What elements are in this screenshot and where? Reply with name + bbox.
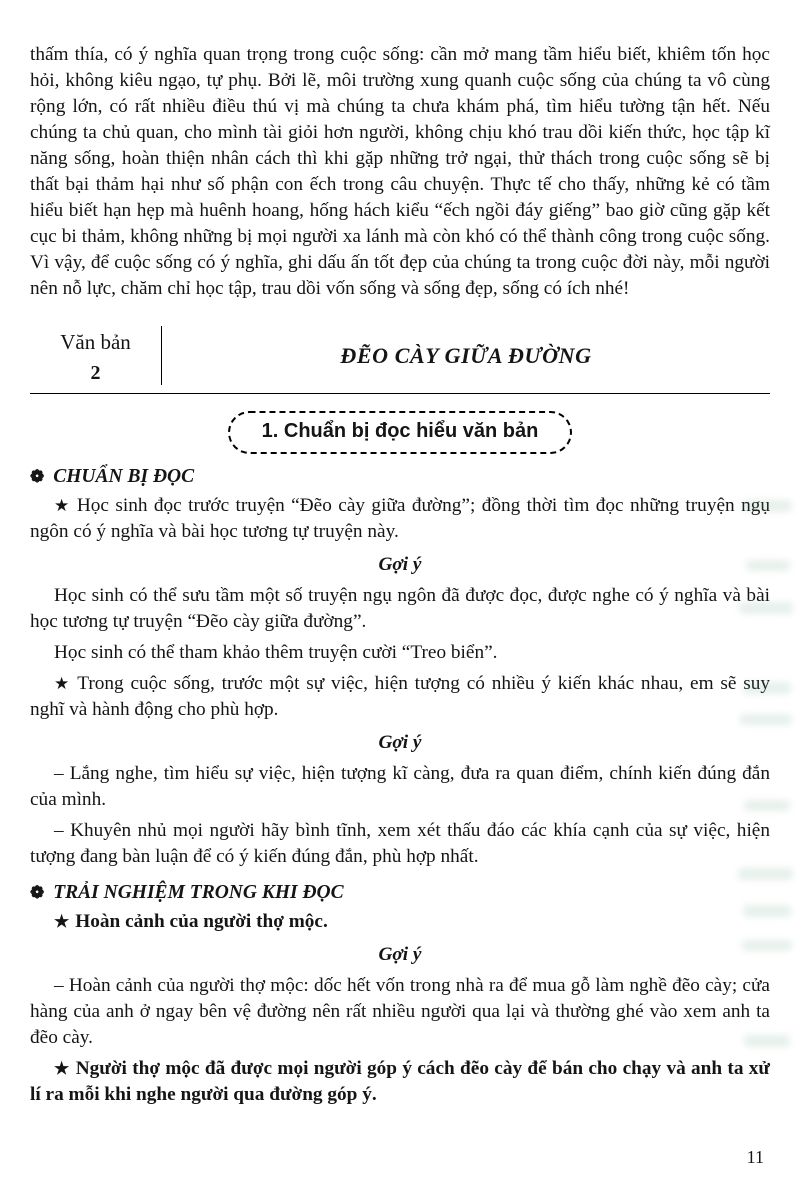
task-item [30,1056,770,1108]
section-heading-text: TRẢI NGHIỆM TRONG KHI ĐỌC [53,882,344,903]
bleed-through-artifact [743,905,791,917]
hint-paragraph: – Lắng nghe, tìm hiểu sự việc, hiện tượng kĩ càng, đưa ra quan điểm, chính kiến đúng đắn của mình. [30,763,770,810]
bleed-through-artifact [742,940,792,951]
task-text: Học sinh đọc trước truyện “Đẽo cày giữa đường”; đồng thời tìm đọc những truyện ngụ ngôn có ý nghĩa và bài học tương tự truyện này. [30,495,770,542]
hint-paragraph: Học sinh có thể sưu tầm một số truyện ngụ ngôn đã được đọc, được nghe có ý nghĩa và bài học tương tự truyện “Đẽo cày giữa đường”. [30,585,770,632]
bleed-through-artifact [743,682,791,694]
lesson-label-block [30,326,162,385]
hint-label: Gợi ý [378,732,422,753]
task-text: Hoàn cảnh của người thợ mộc. [75,911,328,932]
lesson-header [30,326,770,394]
flower-marker-icon: ❁ [30,883,45,902]
task-text: Người thợ mộc đã được mọi người góp ý cách đẽo cày để bán cho chạy và anh ta xử lí ra mỗi khi nghe người qua đường góp ý. [30,1058,770,1105]
top-paragraph: thấm thía, có ý nghĩa quan trọng trong cuộc sống: cần mở mang tầm hiểu biết, khiêm tốn học hỏi, không kiêu ngạo, tự phụ. Bởi lẽ, môi trường xung quanh cuộc sống của chúng ta vô cùng rộng lớn, có rất nhiều điều thú vị mà chúng ta chưa khám phá, tìm hiểu tường tận hết. Nếu chúng ta chủ quan, cho mình tài giỏi hơn người, không chịu khó trau dồi kiến thức, học tập kĩ năng sống, hoàn thiện nhân cách thì khi gặp những trở ngại, thử thách trong cuộc sống sẽ bị thất bại thảm hại như số phận con ếch trong câu chuyện. Thực tế cho thấy, những kẻ có tầm hiểu biết hạn hẹp mà huênh hoang, hống hách kiểu “ếch ngồi đáy giếng” bao giờ cũng gặp kết cục bi thảm, không những bị mọi người xa lánh mà còn khó có thể thành công trong cuộc sống. Vì vậy, để cuộc sống có ý nghĩa, ghi dấu ấn tốt đẹp của chúng ta trong cuộc đời này, mỗi người nên nỗ lực, chăm chỉ học tập, trau dồi vốn sống và sống đẹp, sống có ích nhé! [30,44,770,299]
bleed-through-artifact [738,868,793,880]
star-bullet-icon: ★ [54,496,71,515]
lesson-title: ĐẼO CÀY GIỮA ĐƯỜNG [340,342,592,368]
bleed-through-artifact [746,560,790,571]
star-bullet-icon: ★ [54,674,72,693]
lesson-label-number: 2 [90,362,101,384]
bleed-through-artifact [744,1035,790,1047]
hint-label: Gợi ý [378,944,422,965]
hint-label: Gợi ý [378,554,422,575]
hint-paragraph: – Khuyên nhủ mọi người hãy bình tĩnh, xem xét thấu đáo các khía cạnh của sự việc, hiện tượng đang bàn luận để có ý kiến đúng đắn, phù hợp nhất. [30,820,770,867]
hint-paragraph: Học sinh có thể tham khảo thêm truyện cười “Treo biển”. [54,642,498,663]
bleed-through-artifact [739,602,793,614]
activity-section-title: 1. Chuẩn bị đọc hiểu văn bản [228,411,573,454]
section-heading-trai-nghiem [30,882,770,904]
section-heading-text: CHUẨN BỊ ĐỌC [53,466,195,487]
activity-box-wrapper [30,411,770,454]
bleed-through-artifact [742,500,792,512]
page-number: 11 [746,1147,764,1167]
star-bullet-icon: ★ [54,1059,70,1078]
bleed-through-artifact [744,800,790,811]
flower-marker-icon: ❁ [30,467,45,486]
task-item [30,671,770,723]
hint-paragraph: – Hoàn cảnh của người thợ mộc: dốc hết vốn trong nhà ra để mua gỗ làm nghề đẽo cày; cửa hàng của anh ở ngay bên vệ đường nên rất nhiều người qua lại và thường ghé vào xem anh ta đẽo cày. [30,975,770,1048]
star-bullet-icon: ★ [54,912,70,931]
task-text: Trong cuộc sống, trước một sự việc, hiện tượng có nhiều ý kiến khác nhau, em sẽ suy nghĩ và hành động cho phù hợp. [30,673,770,720]
task-item [30,493,770,545]
task-item [30,909,770,935]
lesson-label-kind: Văn bản [60,330,131,354]
section-heading-chuan-bi-doc [30,466,770,488]
bleed-through-artifact [740,714,792,725]
